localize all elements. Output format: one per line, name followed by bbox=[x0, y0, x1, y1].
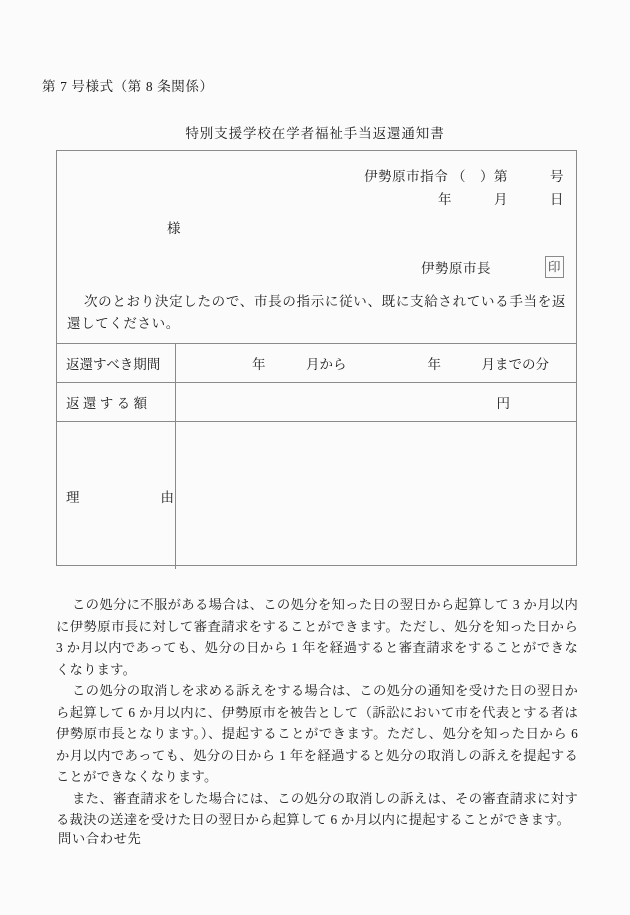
issue-date-field: 年 月 日 bbox=[438, 192, 564, 207]
issuer-name: 伊勢原市長 bbox=[421, 261, 491, 276]
appeal-paragraph-1: この処分に不服がある場合は、この処分を知った日の翌日から起算して 3 か月以内に伊勢原市長に対して審査請求をすることができます。ただし、処分を知った日から 3 か月以内であっても、処分の日から 1 年を経過すると審査請求をすることができなくなります。 bbox=[56, 597, 578, 677]
issuer-row bbox=[421, 256, 564, 278]
appeal-paragraph-2: この処分の取消しを求める訴えをする場合は、この処分の通知を受けた日の翌日から起算して 6 か月以内に、伊勢原市を被告として（訴訟において市を代表とする者は伊勢原市長となります。）、提起することができます。ただし、処分を知った日から 6 か月以内であっても、処分の日から 1 年を経過すると処分の取消しの訴えを提起することができなくなります。 bbox=[56, 683, 578, 784]
contact-label: 問い合わせ先 bbox=[58, 831, 142, 846]
instruction-text: 次のとおり決定したので、市長の指示に従い、既に支給されている手当を返還してください。 bbox=[67, 294, 566, 331]
row-label-period: 返還すべき期間 bbox=[57, 344, 176, 382]
appeal-notice bbox=[56, 594, 578, 831]
form-header-area bbox=[57, 151, 576, 343]
row-value-period: 年 月から 年 月までの分 bbox=[252, 357, 549, 372]
row-label-reason: 理 由 bbox=[57, 422, 176, 569]
page-title: 特別支援学校在学者福祉手当返還通知書 bbox=[185, 126, 445, 141]
table-row-reason bbox=[57, 421, 576, 569]
addressee-field: 様 bbox=[167, 221, 181, 236]
row-value-reason bbox=[176, 422, 576, 569]
row-value-amount: 円 bbox=[496, 396, 510, 411]
appeal-paragraph-3: また、審査請求をした場合には、この処分の取消しの訴えは、その審査請求に対する裁決の送達を受けた日の翌日から起算して 6 か月以内に提起することができます。 bbox=[56, 790, 578, 827]
document-number-field: 伊勢原市指令 （ ）第 号 bbox=[364, 169, 564, 184]
form-number-label: 第 7 号様式（第 8 条関係） bbox=[42, 79, 214, 94]
notification-form-table bbox=[56, 150, 577, 566]
seal-stamp-icon: 印 bbox=[545, 256, 564, 278]
table-row-amount bbox=[57, 382, 576, 421]
row-label-amount: 返 還 す る 額 bbox=[57, 383, 176, 421]
table-row-period bbox=[57, 343, 576, 382]
